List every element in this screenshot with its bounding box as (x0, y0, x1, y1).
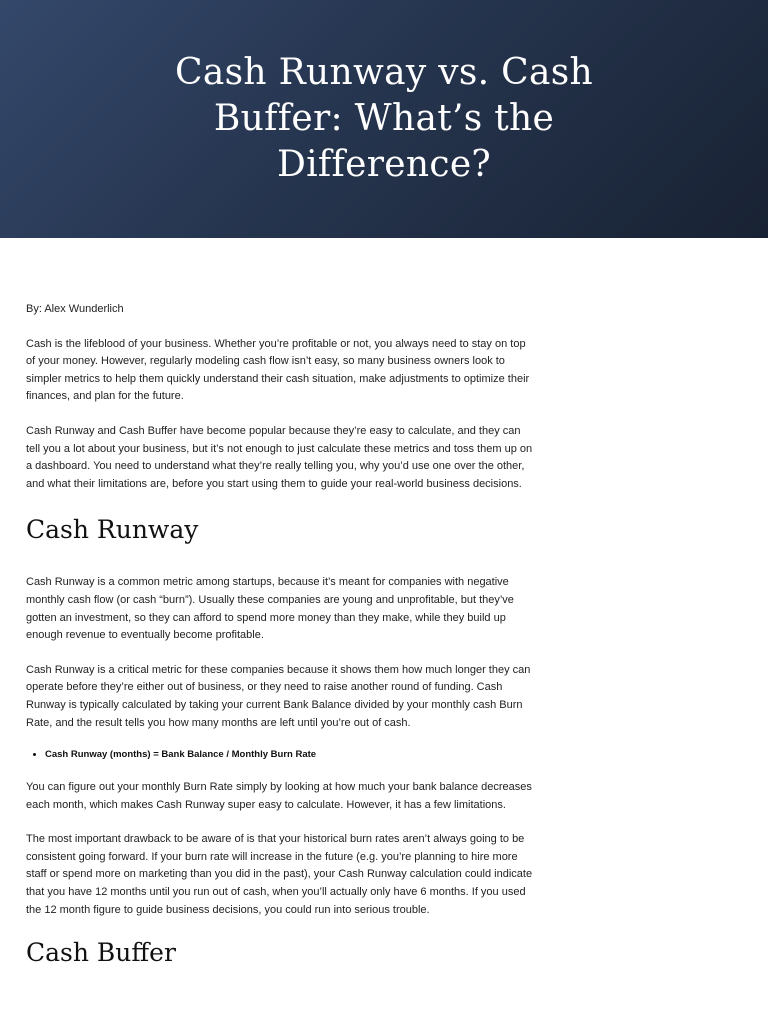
runway-paragraph-4: The most important drawback to be aware of is that your historical burn rates aren’t always going to be consistent going forward. If your burn rate will increase in the future (e.g. you’re planning to hire more staff or spend more on marketing than you did in the past), your Cash Runway calculation could indicate that you have 12 months until you run out of cash, when you’ll actually only have 6 months. If you used the 12 month figure to guide business decisions, you could run into serious trouble. (26, 833, 533, 916)
article-title: Cash Runway vs. Cash Buffer: What’s the Difference? (174, 52, 593, 185)
section-heading-cash-buffer: Cash Buffer (26, 938, 176, 968)
author-byline: By: Alex Wunderlich (26, 303, 124, 315)
runway-paragraph-2: Cash Runway is a critical metric for these companies because it shows them how much longer they can operate before they’re either out of business, or they need to raise another round of funding. Cash Runway is typically calculated by taking your current Bank Balance divided by your monthly cash Burn Rate, and the result tells you how many months are left until you’re out of cash. (26, 663, 531, 729)
formula-item: • Cash Runway (months) = Bank Balance / Monthly Burn Rate (45, 748, 742, 762)
article-body (0, 238, 768, 971)
runway-paragraph-1: Cash Runway is a common metric among startups, because it’s meant for companies with negative monthly cash flow (or cash “burn”). Usually these companies are young and unprofitable, but they’ve gotten an investment, so they can afford to spend more money than they make, while they build up enough revenue to eventually become profitable. (26, 576, 514, 642)
runway-paragraph-3: You can figure out your monthly Burn Rate simply by looking at how much your bank balance decreases each month, which makes Cash Runway super easy to calculate. However, it has a few limitations. (26, 781, 532, 811)
intro-paragraph-1: Cash is the lifeblood of your business. Whether you’re profitable or not, you always need to stay on top of your money. However, regularly modeling cash flow isn’t easy, so many business owners look to simpler metrics to help them quickly understand their cash situation, make adjustments to optimize their finances, and plan for the future. (26, 337, 530, 403)
formula-list (26, 748, 742, 762)
intro-paragraph-2: Cash Runway and Cash Buffer have become popular because they’re easy to calculate, and they can tell you a lot about your business, but it’s not enough to just calculate these metrics and toss them up on a dashboard. You need to understand what they’re really telling you, why you’d use one over the other, and what their limitations are, before you start using them to guide your real-world business decisions. (26, 424, 533, 490)
article-header (0, 0, 768, 238)
section-heading-cash-runway: Cash Runway (26, 515, 199, 545)
